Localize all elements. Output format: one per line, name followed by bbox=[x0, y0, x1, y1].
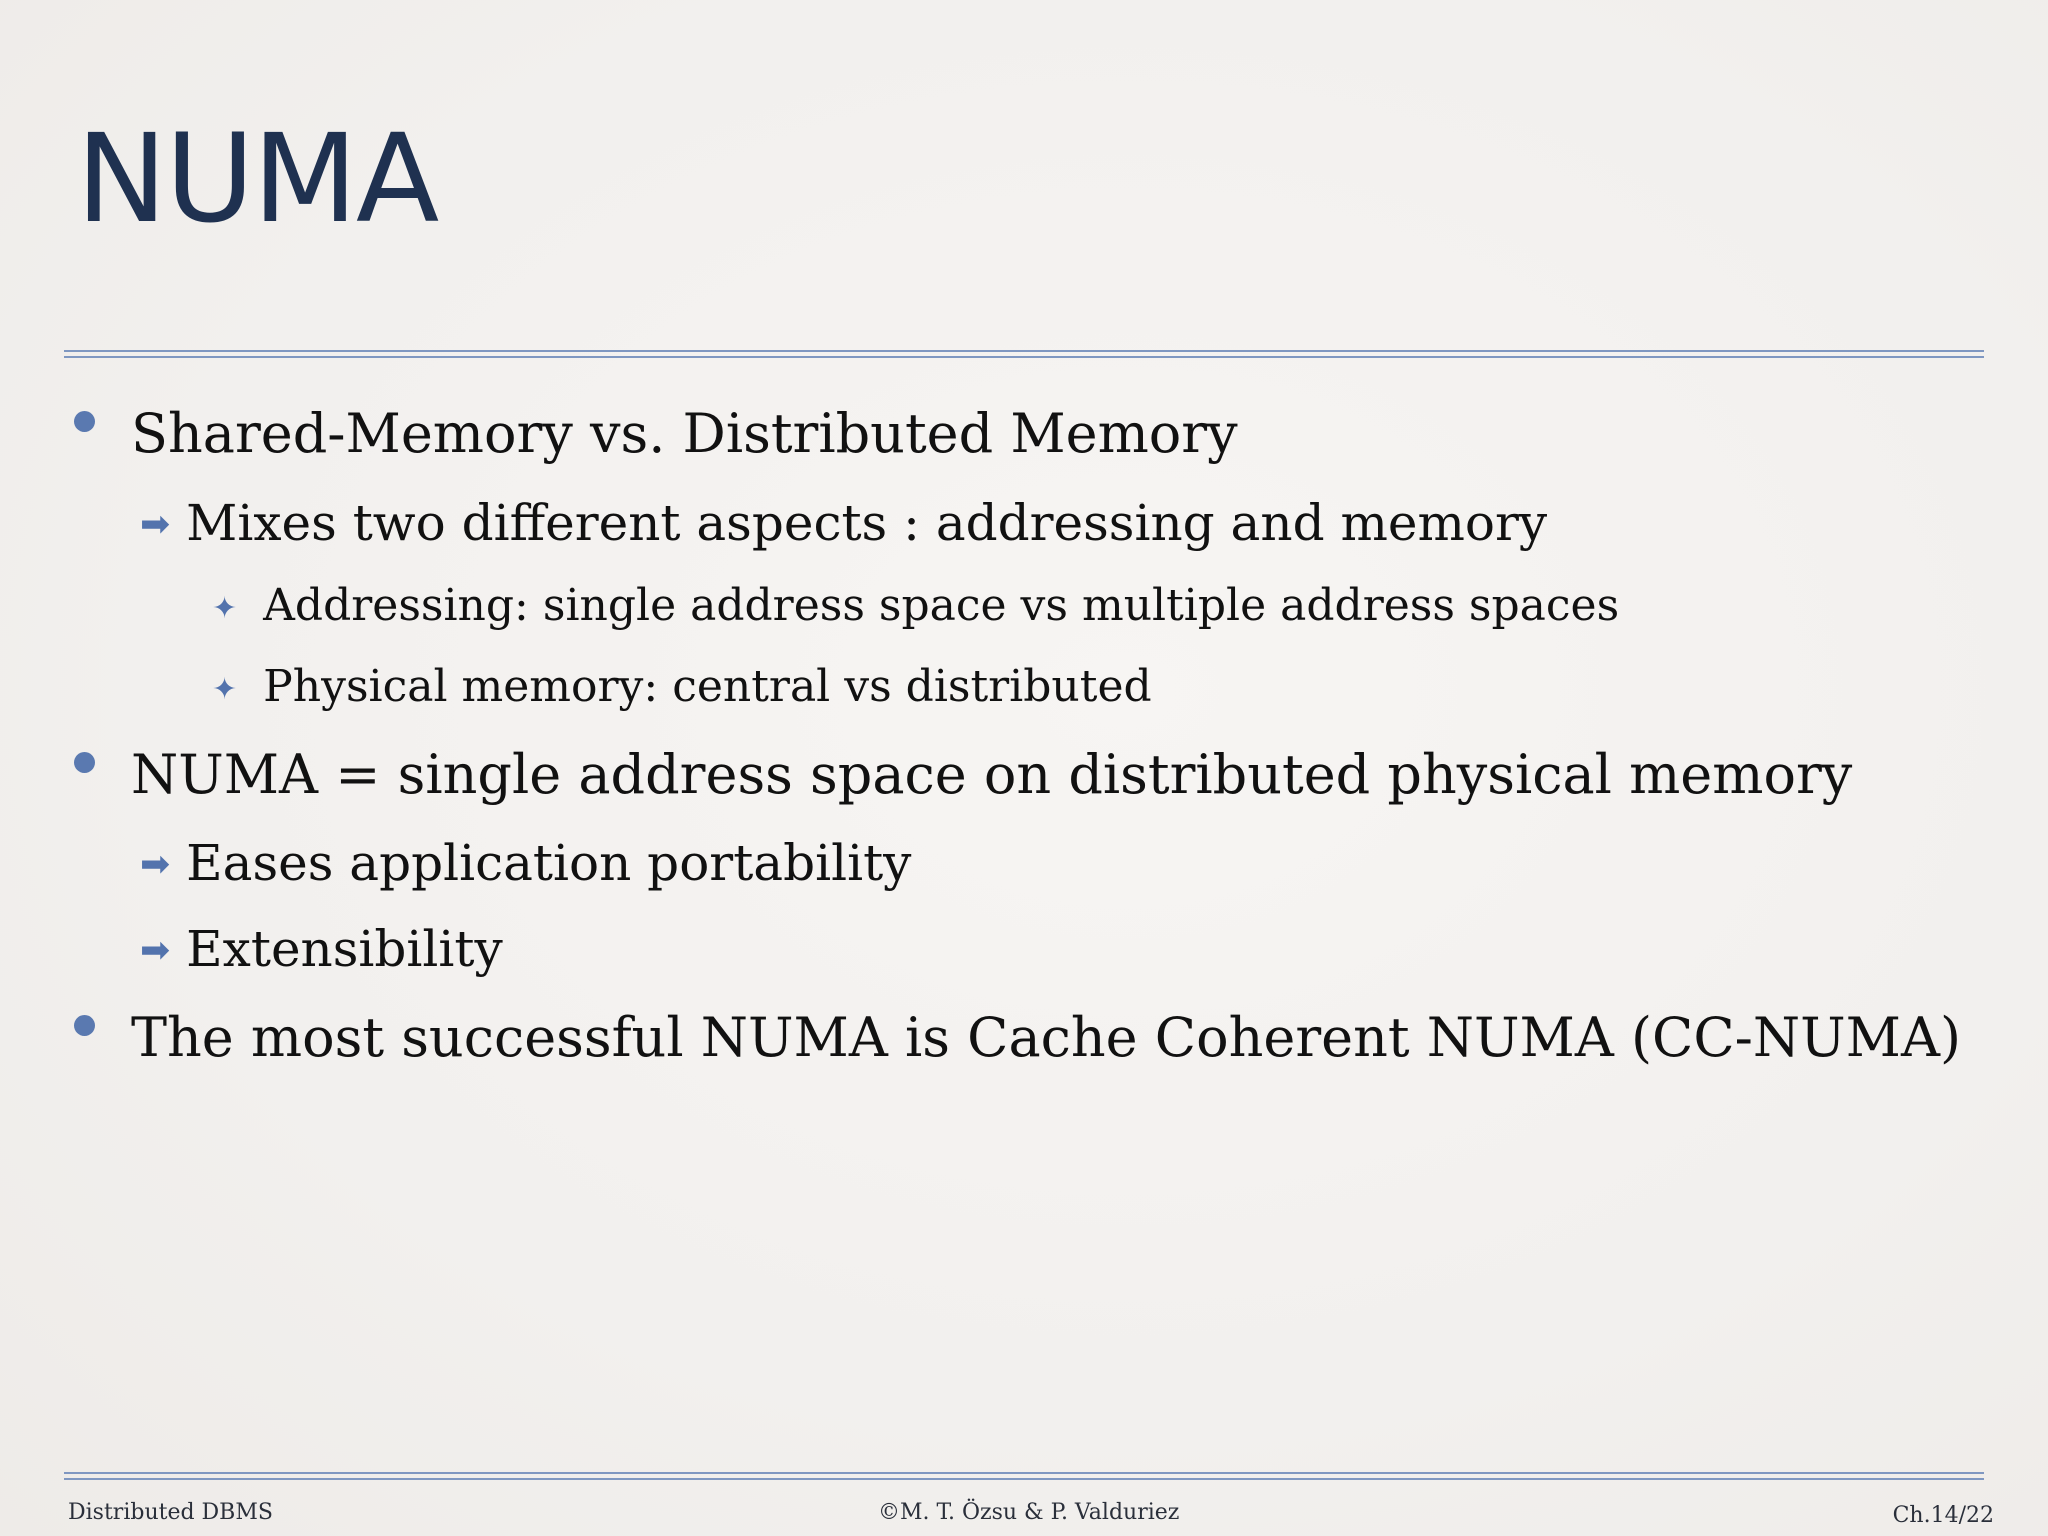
bullet-item bbox=[74, 1006, 1961, 1069]
bullet-dot-icon bbox=[74, 752, 95, 773]
footer-course-name: Distributed DBMS bbox=[68, 1500, 273, 1525]
bullet-item bbox=[74, 402, 1238, 465]
footer-copyright: ©M. T. Özsu & P. Valduriez bbox=[878, 1500, 1180, 1525]
bullet-dot-icon bbox=[74, 411, 95, 432]
sub-sub-bullet-item bbox=[212, 661, 1152, 712]
footer-divider bbox=[64, 1472, 1984, 1480]
sub-bullet-item bbox=[140, 920, 503, 978]
bullet-dot-icon bbox=[74, 1015, 95, 1036]
sub-bullet-text: Mixes two different aspects : addressing and memory bbox=[186, 494, 1548, 552]
arrow-right-icon: ➡ bbox=[140, 930, 171, 971]
slide-title: NUMA bbox=[76, 108, 438, 250]
four-point-star-icon: ✦ bbox=[212, 672, 238, 707]
sub-sub-bullet-text: Physical memory: central vs distributed bbox=[263, 661, 1152, 712]
title-divider bbox=[64, 350, 1984, 358]
sub-sub-bullet-item bbox=[212, 580, 1619, 631]
footer-page-number: Ch.14/22 bbox=[1892, 1503, 1994, 1528]
four-point-star-icon: ✦ bbox=[212, 591, 238, 626]
sub-bullet-item bbox=[140, 834, 911, 892]
arrow-right-icon: ➡ bbox=[140, 844, 171, 885]
bullet-text: The most successful NUMA is Cache Coherent NUMA (CC-NUMA) bbox=[131, 1006, 1962, 1069]
sub-sub-bullet-text: Addressing: single address space vs multiple address spaces bbox=[263, 580, 1620, 631]
arrow-right-icon: ➡ bbox=[140, 504, 171, 545]
bullet-item bbox=[74, 743, 1852, 806]
bullet-text: Shared-Memory vs. Distributed Memory bbox=[131, 402, 1238, 465]
sub-bullet-item bbox=[140, 494, 1547, 552]
bullet-text: NUMA = single address space on distributed physical memory bbox=[131, 743, 1853, 806]
sub-bullet-text: Extensibility bbox=[186, 920, 503, 978]
sub-bullet-text: Eases application portability bbox=[186, 834, 912, 892]
